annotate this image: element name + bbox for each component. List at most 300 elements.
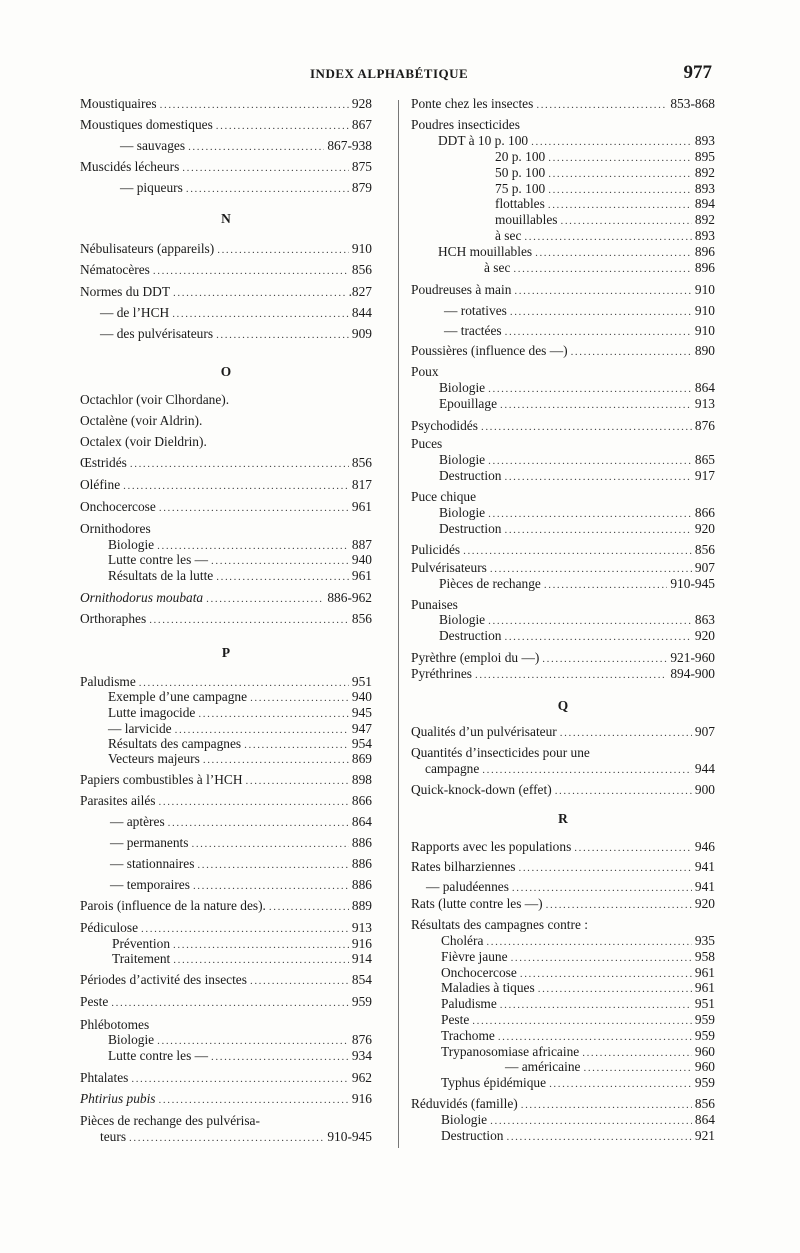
index-entry xyxy=(80,1017,372,1033)
dot-leader xyxy=(168,815,349,831)
entry-page-ref: 910 xyxy=(694,323,715,338)
index-entry xyxy=(439,521,715,538)
dot-leader xyxy=(488,613,692,629)
index-entry xyxy=(80,499,372,516)
entry-term: Lutte imagocide xyxy=(108,705,196,720)
entry-term: Biologie xyxy=(439,452,486,467)
entry-page-ref: 961 xyxy=(351,568,372,583)
index-entry xyxy=(411,859,715,876)
entry-page-ref: 886 xyxy=(351,877,372,892)
entry-term: — rotatives xyxy=(444,303,507,318)
entry-term: Rates bilharziennes xyxy=(411,859,516,874)
entry-term: Papiers combustibles à l’HCH xyxy=(80,772,243,787)
entry-term: Ponte chez les insectes xyxy=(411,96,534,111)
entry-page-ref: 907 xyxy=(694,724,715,739)
entry-term: Peste xyxy=(441,1012,470,1027)
index-entry xyxy=(495,212,715,229)
entry-page-ref: 921 xyxy=(694,1128,715,1143)
entry-page-ref: 920 xyxy=(694,896,715,911)
entry-term: Biologie xyxy=(441,1112,488,1127)
dot-leader xyxy=(548,166,692,182)
column-divider xyxy=(398,100,399,1148)
index-entry xyxy=(439,628,715,645)
entry-term: HCH mouillables xyxy=(438,244,533,259)
entry-page-ref: 910-945 xyxy=(670,576,715,591)
page-number: 977 xyxy=(683,62,712,83)
dot-leader xyxy=(486,934,692,950)
entry-page-ref: 959 xyxy=(694,1075,715,1090)
entry-term: Biologie xyxy=(108,1032,155,1047)
index-entry xyxy=(426,879,715,896)
entry-term: Réduvidés (famille) xyxy=(411,1096,518,1111)
entry-page-ref: 940 xyxy=(351,689,372,704)
entry-page-ref: 856 xyxy=(351,262,372,277)
dot-leader xyxy=(250,690,349,706)
entry-page-ref: 867-938 xyxy=(327,138,372,153)
entry-page-ref: 864 xyxy=(694,1112,715,1127)
entry-term: Résultats des campagnes xyxy=(108,736,242,751)
entry-term: Poussières (influence des —) xyxy=(411,343,568,358)
entry-page-ref: 934 xyxy=(351,1048,372,1063)
entry-page-ref: 958 xyxy=(694,949,715,964)
index-entry xyxy=(80,434,372,450)
entry-page-ref: 960 xyxy=(694,1044,715,1059)
entry-term: Parois (influence de la nature des). xyxy=(80,898,266,913)
index-entry xyxy=(80,590,372,607)
entry-term: Qualités d’un pulvérisateur xyxy=(411,724,557,739)
entry-page-ref: 959 xyxy=(351,994,372,1009)
dot-leader xyxy=(511,950,692,966)
entry-term: à sec xyxy=(495,228,522,243)
index-entry xyxy=(411,1096,715,1113)
dot-leader xyxy=(198,706,349,722)
entry-page-ref: 817 xyxy=(351,477,372,492)
dot-leader xyxy=(475,667,667,683)
dot-leader xyxy=(536,97,667,113)
entry-term: — paludéennes xyxy=(426,879,509,894)
index-entry xyxy=(80,972,372,989)
dot-leader xyxy=(571,344,692,360)
entry-term: Phtalates xyxy=(80,1070,129,1085)
index-entry xyxy=(505,1059,715,1076)
index-entry xyxy=(444,303,715,320)
index-entry xyxy=(80,159,372,176)
entry-page-ref: 867 xyxy=(351,117,372,132)
entry-page-ref: 866 xyxy=(351,793,372,808)
entry-term: Trachome xyxy=(441,1028,495,1043)
index-entry xyxy=(441,949,715,966)
entry-page-ref: 853-868 xyxy=(670,96,715,111)
entry-term: Destruction xyxy=(439,628,502,643)
entry-page-ref: 913 xyxy=(351,920,372,935)
entry-page-ref: 951 xyxy=(351,674,372,689)
dot-leader xyxy=(216,118,349,134)
index-entry xyxy=(112,951,372,968)
index-entry xyxy=(439,612,715,629)
entry-term: Vecteurs majeurs xyxy=(108,751,200,766)
entry-term: Pulicidés xyxy=(411,542,461,557)
entry-term: Muscidés lécheurs xyxy=(80,159,180,174)
index-entry xyxy=(100,326,372,343)
dot-leader xyxy=(203,752,349,768)
entry-page-ref: 896 xyxy=(694,260,715,275)
index-entry xyxy=(80,413,372,429)
dot-leader xyxy=(583,1060,691,1076)
entry-page-ref: 865 xyxy=(694,452,715,467)
entry-page-ref: 928 xyxy=(351,96,372,111)
entry-term: Trypanosomiase africaine xyxy=(441,1044,580,1059)
index-entry xyxy=(411,96,715,113)
entry-term: Rapports avec les populations xyxy=(411,839,572,854)
dot-leader xyxy=(216,327,349,343)
entry-term: Typhus épidémique xyxy=(441,1075,547,1090)
entry-page-ref: 941 xyxy=(694,879,715,894)
index-entry xyxy=(439,468,715,485)
entry-term: — permanents xyxy=(110,835,189,850)
index-entry xyxy=(108,689,372,706)
index-entry xyxy=(439,505,715,522)
entry-page-ref: 876 xyxy=(694,418,715,433)
entry-page-ref: 913 xyxy=(694,396,715,411)
dot-leader xyxy=(129,1130,324,1146)
entry-page-ref: 844 xyxy=(351,305,372,320)
entry-term: Pièces de rechange des pulvérisa- xyxy=(80,1113,260,1128)
entry-page-ref: 886 xyxy=(351,835,372,850)
index-entry xyxy=(80,96,372,113)
index-entry xyxy=(411,782,715,799)
entry-page-ref: 954 xyxy=(351,736,372,751)
entry-term: 75 p. 100 xyxy=(495,181,546,196)
index-entry xyxy=(100,305,372,322)
dot-leader xyxy=(159,794,349,810)
entry-page-ref: 890 xyxy=(694,343,715,358)
dot-leader xyxy=(544,577,667,593)
dot-leader xyxy=(498,1029,692,1045)
entry-page-ref: 854 xyxy=(351,972,372,987)
index-entry xyxy=(80,477,372,494)
entry-term: — américaine xyxy=(505,1059,581,1074)
entry-page-ref: 886-962 xyxy=(327,590,372,605)
dot-leader xyxy=(182,160,349,176)
entry-term: Quantités d’insecticides pour une xyxy=(411,745,590,760)
index-entry xyxy=(80,611,372,628)
dot-leader xyxy=(191,836,348,852)
dot-leader xyxy=(246,773,349,789)
index-entry xyxy=(441,1012,715,1029)
entry-page-ref: 940 xyxy=(351,552,372,567)
index-entry xyxy=(495,228,715,245)
entry-term: mouillables xyxy=(495,212,558,227)
entry-term: Nébulisateurs (appareils) xyxy=(80,241,215,256)
entry-term: — larvicide xyxy=(108,721,172,736)
index-entry xyxy=(108,552,372,569)
dot-leader xyxy=(500,397,692,413)
dot-leader xyxy=(510,304,692,320)
entry-term: Epouillage xyxy=(439,396,498,411)
entry-term: — des pulvérisateurs xyxy=(100,326,214,341)
dot-leader xyxy=(488,453,692,469)
entry-page-ref: 856 xyxy=(351,455,372,470)
dot-leader xyxy=(172,306,349,322)
entry-term: Maladies à tiques xyxy=(441,980,535,995)
index-entry xyxy=(439,452,715,469)
dot-leader xyxy=(490,561,692,577)
dot-leader xyxy=(186,181,349,197)
dot-leader xyxy=(211,1049,349,1065)
dot-leader xyxy=(269,899,349,915)
entry-term: Ornithodores xyxy=(80,521,151,536)
entry-term: Périodes d’activité des insectes xyxy=(80,972,247,987)
index-entry xyxy=(110,856,372,873)
index-entry xyxy=(441,933,715,950)
index-entry xyxy=(100,1129,372,1146)
index-entry xyxy=(80,920,372,937)
entry-term: Psychodidés xyxy=(411,418,478,433)
index-entry xyxy=(80,521,372,537)
dot-leader xyxy=(472,1013,692,1029)
entry-page-ref: 921-960 xyxy=(670,650,715,665)
entry-page-ref: 959 xyxy=(694,1012,715,1027)
entry-page-ref: 914 xyxy=(351,951,372,966)
section-letter: P xyxy=(221,645,231,660)
index-entry xyxy=(108,1048,372,1065)
dot-leader xyxy=(160,97,349,113)
dot-leader xyxy=(130,456,349,472)
index-entry xyxy=(441,980,715,997)
dot-leader xyxy=(482,762,692,778)
dot-leader xyxy=(518,860,691,876)
index-entry xyxy=(108,568,372,585)
index-entry xyxy=(484,260,715,277)
dot-leader xyxy=(538,981,692,997)
index-entry xyxy=(80,898,372,915)
entry-page-ref: 916 xyxy=(351,936,372,951)
entry-term: Moustiques domestiques xyxy=(80,117,213,132)
dot-leader xyxy=(153,263,349,279)
entry-term: Nématocères xyxy=(80,262,150,277)
index-entry xyxy=(495,196,715,213)
dot-leader xyxy=(542,651,667,667)
index-entry xyxy=(108,1032,372,1049)
entry-term: Biologie xyxy=(439,612,486,627)
dot-leader xyxy=(549,1076,692,1092)
entry-term: à sec xyxy=(484,260,511,275)
entry-page-ref: 910 xyxy=(694,303,715,318)
entry-page-ref: 889 xyxy=(351,898,372,913)
dot-leader xyxy=(546,897,692,913)
entry-page-ref: 886 xyxy=(351,856,372,871)
entry-page-ref: 887 xyxy=(351,537,372,552)
index-entry xyxy=(80,117,372,134)
entry-term: — piqueurs xyxy=(120,180,183,195)
entry-page-ref: 907 xyxy=(694,560,715,575)
entry-page-ref: 879 xyxy=(351,180,372,195)
index-entry xyxy=(439,396,715,413)
index-entry xyxy=(441,1128,715,1145)
index-entry xyxy=(80,1113,372,1129)
entry-page-ref: 869 xyxy=(351,751,372,766)
entry-page-ref: 935 xyxy=(694,933,715,948)
entry-term: Poux xyxy=(411,364,439,379)
entry-term: Moustiquaires xyxy=(80,96,157,111)
entry-term: Octalène (voir Aldrin). xyxy=(80,413,203,428)
dot-leader xyxy=(188,139,324,155)
entry-term: Phtirius pubis xyxy=(80,1091,156,1106)
dot-leader xyxy=(111,995,349,1011)
entry-term: Rats (lutte contre les —) xyxy=(411,896,543,911)
entry-term: Œstridés xyxy=(80,455,127,470)
entry-term: teurs xyxy=(100,1129,127,1144)
entry-term: Destruction xyxy=(441,1128,504,1143)
dot-leader xyxy=(197,857,348,873)
page-header xyxy=(300,62,710,86)
index-entry xyxy=(110,835,372,852)
section-letter: Q xyxy=(557,698,569,713)
dot-leader xyxy=(123,478,349,494)
index-entry xyxy=(411,724,715,741)
entry-term: Oléfine xyxy=(80,477,121,492)
dot-leader xyxy=(157,1033,349,1049)
index-entry xyxy=(411,489,715,505)
dot-leader xyxy=(524,229,692,245)
entry-term: Puce chique xyxy=(411,489,477,504)
entry-term: Orthoraphes xyxy=(80,611,147,626)
dot-leader xyxy=(173,952,349,968)
dot-leader xyxy=(250,973,349,989)
index-entry xyxy=(80,392,372,408)
entry-term: Prévention xyxy=(112,936,171,951)
index-entry xyxy=(438,244,715,261)
entry-page-ref: 962 xyxy=(351,1070,372,1085)
entry-page-ref: 960 xyxy=(694,1059,715,1074)
entry-page-ref: 961 xyxy=(351,499,372,514)
dot-leader xyxy=(488,506,692,522)
dot-leader xyxy=(216,569,349,585)
entry-term: flottables xyxy=(495,196,545,211)
dot-leader xyxy=(481,419,692,435)
entry-page-ref: 876 xyxy=(351,1032,372,1047)
entry-page-ref: 959 xyxy=(694,1028,715,1043)
entry-page-ref: 900 xyxy=(694,782,715,797)
entry-term: Phlébotomes xyxy=(80,1017,150,1032)
entry-page-ref: 945 xyxy=(351,705,372,720)
entry-term: Pyrèthre (emploi du —) xyxy=(411,650,540,665)
dot-leader xyxy=(193,878,349,894)
dot-leader xyxy=(206,591,324,607)
index-entry xyxy=(108,751,372,768)
running-title: INDEX ALPHABÉTIQUE xyxy=(310,66,469,81)
entry-term: Onchocercose xyxy=(441,965,517,980)
index-entry xyxy=(411,282,715,299)
entry-term: Lutte contre les — xyxy=(108,1048,209,1063)
index-entry xyxy=(411,343,715,360)
index-entry xyxy=(411,560,715,577)
entry-page-ref: 856 xyxy=(694,542,715,557)
dot-leader xyxy=(488,381,692,397)
entry-term: Biologie xyxy=(439,505,486,520)
entry-term: Punaises xyxy=(411,597,458,612)
dot-leader xyxy=(535,245,692,261)
dot-leader xyxy=(141,921,349,937)
entry-term: Quick-knock-down (effet) xyxy=(411,782,552,797)
dot-leader xyxy=(506,1129,691,1145)
entry-page-ref: 863 xyxy=(694,612,715,627)
entry-page-ref: 941 xyxy=(694,859,715,874)
entry-term: DDT à 10 p. 100 xyxy=(438,133,529,148)
index-entry xyxy=(411,650,715,667)
index-entry xyxy=(120,180,372,197)
entry-term: Traitement xyxy=(112,951,171,966)
entry-term: — aptères xyxy=(110,814,165,829)
entry-page-ref: 894-900 xyxy=(670,666,715,681)
index-entry xyxy=(439,380,715,397)
dot-leader xyxy=(211,553,349,569)
index-entry xyxy=(438,133,715,150)
dot-leader xyxy=(548,150,692,166)
dot-leader xyxy=(504,522,691,538)
index-entry xyxy=(441,1075,715,1092)
entry-term: Ornithodorus moubata xyxy=(80,590,204,605)
dot-leader xyxy=(521,1097,692,1113)
index-entry xyxy=(444,323,715,340)
entry-page-ref: 856 xyxy=(351,611,372,626)
entry-page-ref: 864 xyxy=(694,380,715,395)
entry-term: Octalex (voir Dieldrin). xyxy=(80,434,207,449)
entry-page-ref: 893 xyxy=(694,181,715,196)
dot-leader xyxy=(217,242,349,258)
index-entry xyxy=(411,917,715,933)
entry-term: Parasites ailés xyxy=(80,793,156,808)
dot-leader xyxy=(531,134,692,150)
dot-leader xyxy=(149,612,349,628)
section-letter: O xyxy=(220,364,232,379)
entry-term: Pédiculose xyxy=(80,920,139,935)
entry-term: Destruction xyxy=(439,468,502,483)
index-entry xyxy=(80,994,372,1011)
entry-term: Pyréthrines xyxy=(411,666,472,681)
entry-page-ref: 910 xyxy=(694,282,715,297)
dot-leader xyxy=(574,840,692,856)
entry-page-ref: 895 xyxy=(694,149,715,164)
entry-page-ref: 894 xyxy=(694,196,715,211)
dot-leader xyxy=(504,629,691,645)
entry-page-ref: 910 xyxy=(351,241,372,256)
index-entry xyxy=(411,364,715,380)
index-entry xyxy=(80,284,372,301)
entry-term: Paludisme xyxy=(80,674,136,689)
index-entry xyxy=(411,666,715,683)
section-letter: R xyxy=(558,811,568,826)
entry-term: — temporaires xyxy=(110,877,190,892)
entry-page-ref: 893 xyxy=(694,133,715,148)
index-entry xyxy=(411,839,715,856)
dot-leader xyxy=(548,197,692,213)
entry-page-ref: 892 xyxy=(694,165,715,180)
index-entry xyxy=(495,165,715,182)
entry-term: Résultats de la lutte xyxy=(108,568,214,583)
entry-term: Poudreuses à main xyxy=(411,282,512,297)
section-letter: N xyxy=(221,211,231,226)
entry-term: Normes du DDT xyxy=(80,284,171,299)
dot-leader xyxy=(131,1071,349,1087)
index-entry xyxy=(441,996,715,1013)
entry-page-ref: 898 xyxy=(351,772,372,787)
entry-page-ref: 910-945 xyxy=(327,1129,372,1144)
entry-term: Lutte contre les — xyxy=(108,552,209,567)
entry-page-ref: 917 xyxy=(694,468,715,483)
entry-page-ref: 961 xyxy=(694,965,715,980)
index-entry xyxy=(80,262,372,279)
